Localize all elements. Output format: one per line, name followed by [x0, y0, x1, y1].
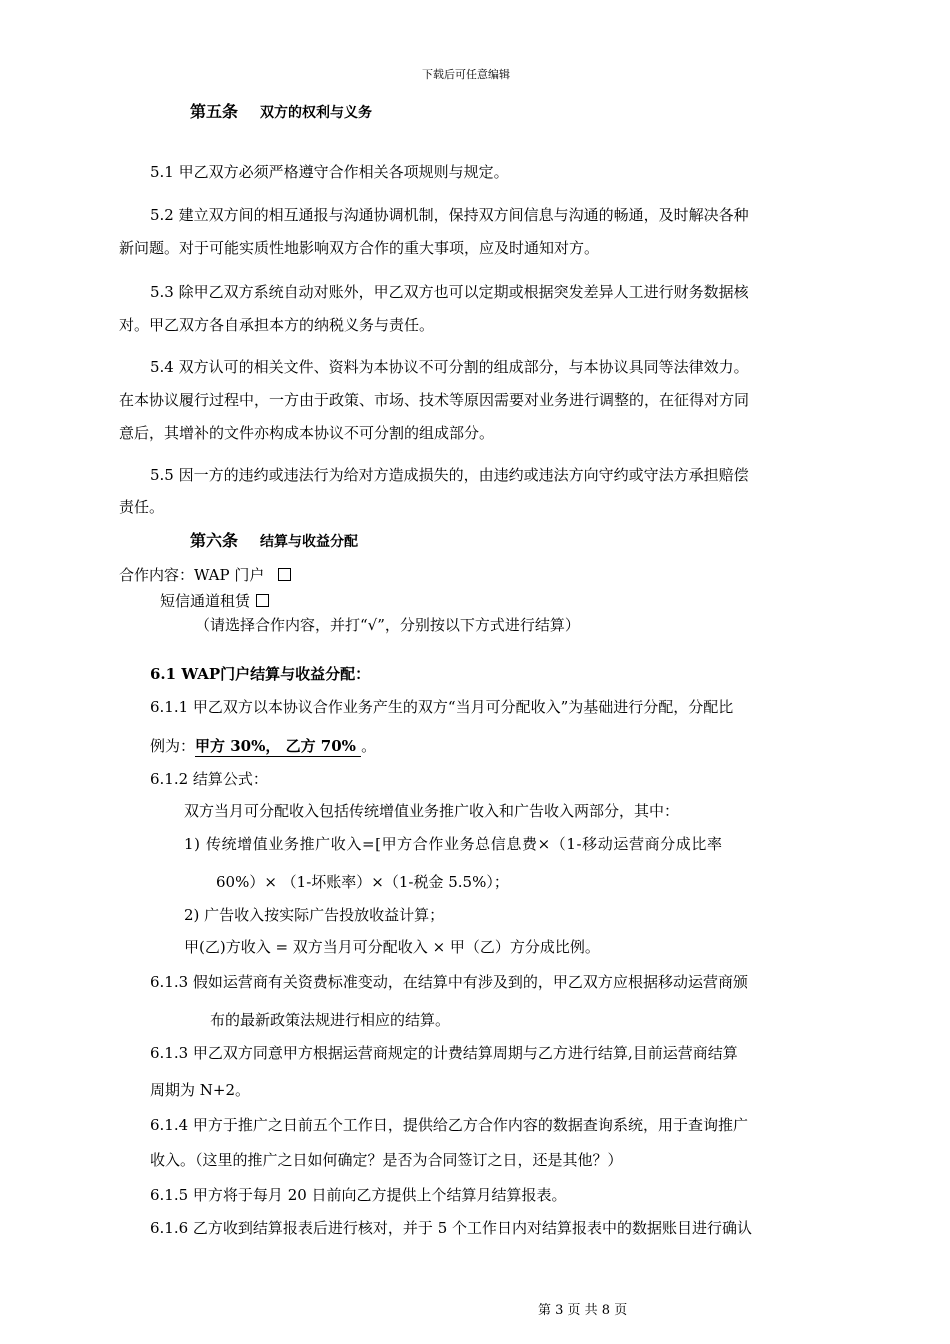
clause-6-1-4-line2: 收入。（这里的推广之日如何确定？是否为合同签订之日，还是其他？）	[150, 1151, 623, 1169]
article-5-title: 双方的权利与义务	[260, 105, 373, 121]
cooperation-wap-row	[119, 565, 291, 585]
clause-6-1-2-title: 6.1.2 结算公式：	[150, 770, 268, 788]
clause-6-1-3a-line1: 6.1.3 假如运营商有关资费标准变动，在结算中有涉及到的，甲乙双方应根据移动运营商颁	[150, 973, 748, 991]
cooperation-label: 合作内容：	[119, 566, 195, 584]
page-footer: 第 3 页 共 8 页	[538, 1303, 628, 1318]
clause-5-1: 5.1 甲乙双方必须严格遵守合作相关各项规则与规定。	[150, 163, 509, 181]
article-6-number: 第六条	[190, 531, 239, 550]
clause-6-1-4-line1: 6.1.4 甲方于推广之日前五个工作日，提供给乙方合作内容的数据查询系统，用于查询推广	[150, 1116, 748, 1134]
clause-5-3-line2: 对。甲乙双方各自承担本方的纳税义务与责任。	[119, 316, 435, 334]
cooperation-note: （请选择合作内容，并打“√”，分别按以下方式进行结算）	[195, 616, 580, 634]
wap-checkbox[interactable]	[278, 568, 291, 581]
clause-5-5-line2: 责任。	[119, 498, 165, 516]
ratio-prefix: 例为：	[150, 737, 196, 755]
formula-2: 2) 广告收入按实际广告投放收益计算；	[184, 906, 445, 924]
clause-5-2-line2: 新问题。对于可能实质性地影响双方合作的重大事项，应及时通知对方。	[119, 239, 600, 257]
clause-5-4-line2: 在本协议履行过程中，一方由于政策、市场、技术等原因需要对业务进行调整的，在征得对方同	[119, 391, 750, 409]
clause-5-4-line1: 5.4 双方认可的相关文件、资料为本协议不可分割的组成部分，与本协议具同等法律效力。	[150, 358, 749, 376]
clause-6-1-3b-line2: 周期为 N+2。	[150, 1081, 251, 1099]
formula-1-line2: 60%）× （1-坏账率）×（1-税金 5.5%）；	[216, 873, 509, 891]
clause-5-2-line1: 5.2 建立双方间的相互通报与沟通协调机制，保持双方间信息与沟通的畅通，及时解决各种	[150, 206, 749, 224]
cooperation-sms-row	[160, 591, 269, 611]
formula-1-line1: 1) 传统增值业务推广收入=[甲方合作业务总信息费×（1-移动运营商分成比率	[184, 835, 723, 853]
section-6-1-heading: 6.1 WAP门户结算与收益分配：	[150, 665, 371, 683]
clause-5-5-line1: 5.5 因一方的违约或违法行为给对方造成损失的，由违约或违法方向守约或守法方承担赔偿	[150, 466, 749, 484]
ratio-value: 甲方 30%， 乙方 70%	[195, 737, 362, 755]
formula-intro: 双方当月可分配收入包括传统增值业务推广收入和广告收入两部分，其中：	[184, 802, 680, 820]
article-6-title: 结算与收益分配	[260, 534, 359, 550]
clause-6-1-1-line1: 6.1.1 甲乙双方以本协议合作业务产生的双方“当月可分配收入”为基础进行分配，分配比	[150, 698, 734, 716]
sms-checkbox[interactable]	[256, 594, 269, 607]
clause-6-1-6: 6.1.6 乙方收到结算报表后进行核对，并于 5 个工作日内对结算报表中的数据账目进行确认	[150, 1219, 753, 1237]
ratio-suffix: 。	[361, 737, 377, 755]
sms-option-label: 短信通道租赁	[160, 592, 251, 610]
wap-option-label: WAP 门户	[194, 566, 265, 584]
clause-5-3-line1: 5.3 除甲乙双方系统自动对账外，甲乙双方也可以定期或根据突发差异人工进行财务数据核	[150, 283, 749, 301]
article-6-heading	[190, 531, 358, 552]
article-5-heading	[190, 102, 372, 123]
clause-6-1-5: 6.1.5 甲方将于每月 20 日前向乙方提供上个结算月结算报表。	[150, 1186, 567, 1204]
page-header: 下载后可任意编辑	[422, 68, 510, 81]
clause-6-1-3a-line2: 布的最新政策法规进行相应的结算。	[210, 1011, 451, 1029]
clause-6-1-3b-line1: 6.1.3 甲乙双方同意甲方根据运营商规定的计费结算周期与乙方进行结算,目前运营商结算	[150, 1044, 738, 1062]
clause-6-1-1-line2	[150, 736, 376, 756]
article-5-number: 第五条	[190, 102, 239, 121]
clause-5-4-line3: 意后，其增补的文件亦构成本协议不可分割的组成部分。	[119, 424, 495, 442]
share-formula: 甲(乙)方收入 = 双方当月可分配收入 × 甲（乙）方分成比例。	[184, 938, 600, 956]
